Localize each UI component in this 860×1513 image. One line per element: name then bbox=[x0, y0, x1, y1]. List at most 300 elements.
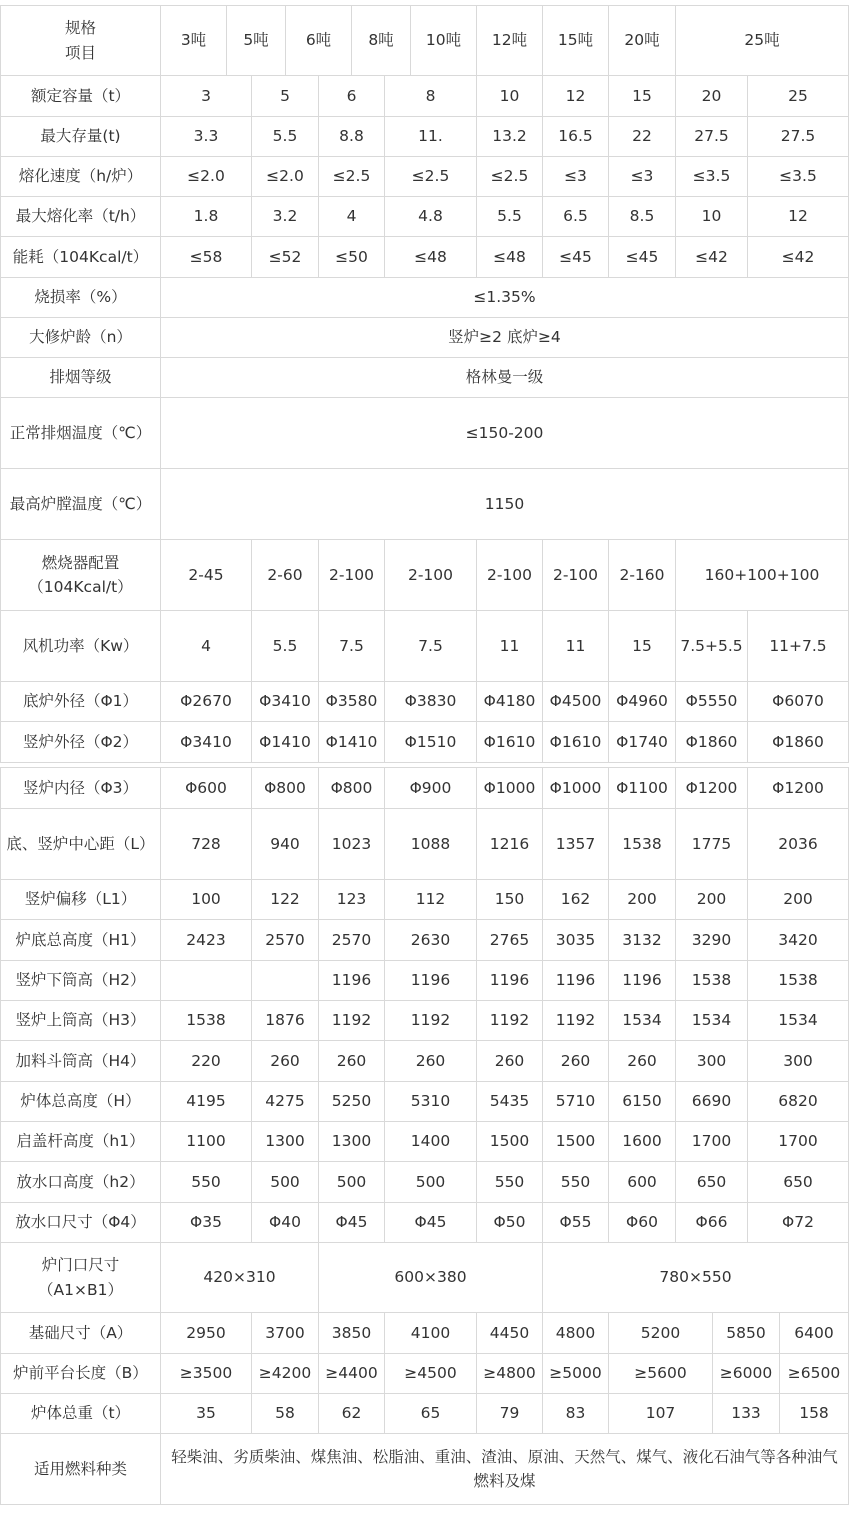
value-cell-text: ≤3 bbox=[564, 167, 587, 186]
header-item-label: 项目 bbox=[64, 43, 96, 62]
value-cell-text: Φ4960 bbox=[616, 692, 668, 711]
value-cell bbox=[476, 808, 543, 880]
value-cell-text: 160+100+100 bbox=[704, 565, 820, 584]
value-cell-text: ≥4200 bbox=[258, 1364, 312, 1383]
row-label-cell bbox=[0, 397, 161, 469]
value-cell-text: 2-100 bbox=[328, 565, 375, 584]
value-cell-text: 15 bbox=[632, 86, 652, 105]
value-cell-text: Φ6070 bbox=[772, 692, 824, 711]
merged-value-cell-text: 竖炉≥2 底炉≥4 bbox=[448, 328, 561, 347]
value-cell bbox=[160, 1202, 252, 1243]
value-cell bbox=[251, 1121, 319, 1162]
value-cell-text: 300 bbox=[783, 1051, 813, 1070]
value-cell bbox=[675, 1000, 748, 1041]
value-cell bbox=[476, 681, 543, 722]
value-cell-text: ≤58 bbox=[189, 247, 223, 266]
value-cell bbox=[476, 1040, 543, 1082]
value-cell-text: 2-100 bbox=[552, 565, 599, 584]
value-cell bbox=[542, 1353, 609, 1394]
value-cell-text: Φ3410 bbox=[180, 732, 232, 751]
value-cell-text: 728 bbox=[191, 834, 221, 853]
value-cell-text: 200 bbox=[783, 890, 813, 909]
value-cell-text: ≥3500 bbox=[179, 1364, 233, 1383]
value-cell bbox=[251, 196, 319, 237]
value-cell-text: 1534 bbox=[691, 1011, 732, 1030]
value-cell-text: 1500 bbox=[555, 1132, 596, 1151]
value-cell bbox=[251, 1312, 319, 1354]
value-cell bbox=[712, 1393, 780, 1434]
value-cell-text: ≤2.5 bbox=[332, 167, 371, 186]
value-cell bbox=[542, 1312, 609, 1354]
value-cell-text: 1088 bbox=[410, 834, 451, 853]
value-cell-text: ≤42 bbox=[695, 247, 728, 266]
value-cell bbox=[608, 156, 676, 197]
value-cell bbox=[542, 116, 609, 157]
value-cell bbox=[608, 1312, 713, 1354]
row-label-cell-text: 放水口高度（h2） bbox=[16, 1172, 145, 1191]
value-cell-text: 11. bbox=[418, 127, 443, 146]
value-cell bbox=[542, 808, 609, 880]
value-cell bbox=[675, 196, 748, 237]
value-cell bbox=[608, 610, 676, 682]
value-cell-text: 3850 bbox=[331, 1323, 372, 1342]
value-cell bbox=[318, 1242, 543, 1313]
value-cell-text: 1023 bbox=[331, 834, 372, 853]
value-cell bbox=[318, 1161, 385, 1203]
value-cell bbox=[160, 1312, 252, 1354]
value-cell bbox=[251, 767, 319, 809]
value-cell-text: 4195 bbox=[186, 1092, 226, 1111]
value-cell-text: 5435 bbox=[489, 1092, 530, 1111]
row-label-cell-text: 炉门口尺寸（A1×B1） bbox=[38, 1256, 123, 1299]
value-cell-text: Φ3580 bbox=[325, 692, 378, 711]
value-cell bbox=[384, 681, 477, 722]
row-label-cell-text: 最大存量(t) bbox=[40, 127, 121, 146]
value-cell bbox=[384, 1040, 477, 1082]
value-cell bbox=[318, 1081, 385, 1122]
header-capacity-cell bbox=[226, 5, 286, 76]
value-cell bbox=[318, 919, 385, 961]
value-cell bbox=[318, 1353, 385, 1394]
value-cell-text: 260 bbox=[336, 1051, 367, 1070]
value-cell bbox=[318, 1000, 385, 1041]
value-cell bbox=[251, 75, 319, 117]
value-cell-text: ≥5000 bbox=[549, 1364, 602, 1383]
value-cell-text: 3035 bbox=[555, 930, 596, 949]
value-cell bbox=[747, 919, 849, 961]
value-cell-text: 1357 bbox=[555, 834, 596, 853]
value-cell bbox=[384, 1393, 477, 1434]
value-cell-text: Φ50 bbox=[493, 1213, 526, 1232]
value-cell-text: 1192 bbox=[331, 1011, 372, 1030]
row-label-cell-text: 大修炉龄（n） bbox=[29, 328, 132, 347]
row-label-cell bbox=[0, 1242, 161, 1313]
value-cell-text: Φ1100 bbox=[616, 778, 668, 797]
value-cell-text: 4 bbox=[346, 207, 357, 226]
value-cell bbox=[747, 156, 849, 197]
value-cell-text: ≥6000 bbox=[719, 1364, 773, 1383]
row-label-cell bbox=[0, 767, 161, 809]
value-cell-text: 20 bbox=[701, 86, 722, 105]
value-cell-text: ≤2.0 bbox=[266, 167, 304, 186]
value-cell bbox=[675, 116, 748, 157]
value-cell bbox=[251, 1081, 319, 1122]
value-cell-text: 6150 bbox=[622, 1092, 662, 1111]
value-cell-text: 5200 bbox=[640, 1323, 681, 1342]
value-cell bbox=[542, 610, 609, 682]
value-cell-text: 162 bbox=[560, 890, 591, 909]
value-cell bbox=[747, 116, 849, 157]
value-cell-text: ≤3.5 bbox=[692, 167, 731, 186]
row-label-cell-text: 启盖杆高度（h1） bbox=[16, 1132, 145, 1151]
row-label-cell-text: 燃烧器配置（104Kcal/t） bbox=[28, 553, 133, 596]
value-cell-text: 1775 bbox=[691, 834, 732, 853]
merged-value-cell bbox=[160, 277, 849, 318]
value-cell-text: Φ1410 bbox=[325, 732, 378, 751]
row-label-cell-text: 能耗（104Kcal/t） bbox=[12, 247, 149, 266]
value-cell-text: 2-100 bbox=[486, 565, 533, 584]
value-cell-text: 200 bbox=[696, 890, 727, 909]
row-label-cell-text: 正常排烟温度（℃） bbox=[9, 423, 152, 442]
value-cell bbox=[384, 1081, 477, 1122]
value-cell-text: 16.5 bbox=[558, 127, 593, 146]
value-cell-text: Φ1610 bbox=[549, 732, 602, 751]
value-cell-text: 1216 bbox=[489, 834, 530, 853]
value-cell-text: 158 bbox=[799, 1404, 829, 1423]
value-cell bbox=[160, 1040, 252, 1082]
value-cell-text: Φ3410 bbox=[259, 692, 311, 711]
value-cell-text: Φ4500 bbox=[549, 692, 602, 711]
row-label-cell bbox=[0, 960, 161, 1001]
value-cell bbox=[251, 1000, 319, 1041]
row-label-cell bbox=[0, 116, 161, 157]
value-cell bbox=[542, 721, 609, 763]
row-label-cell bbox=[0, 1161, 161, 1203]
value-cell bbox=[608, 116, 676, 157]
value-cell bbox=[608, 1353, 713, 1394]
value-cell bbox=[251, 610, 319, 682]
value-cell-text: 1538 bbox=[691, 971, 732, 990]
value-cell-text: Φ55 bbox=[559, 1213, 592, 1232]
value-cell bbox=[542, 681, 609, 722]
value-cell-text: ≤45 bbox=[559, 247, 592, 266]
value-cell-text: ≤3 bbox=[630, 167, 654, 186]
merged-value-cell bbox=[160, 397, 849, 469]
value-cell bbox=[542, 1202, 609, 1243]
row-label-cell-text: 竖炉外径（Φ2） bbox=[22, 732, 139, 751]
value-cell-text: 10 bbox=[701, 207, 722, 226]
value-cell bbox=[160, 1121, 252, 1162]
value-cell-text: 1538 bbox=[778, 971, 818, 990]
value-cell-text: 260 bbox=[560, 1051, 591, 1070]
row-label-cell bbox=[0, 1000, 161, 1041]
value-cell-text: 3700 bbox=[265, 1323, 305, 1342]
value-cell bbox=[542, 960, 609, 1001]
value-cell bbox=[251, 960, 319, 1001]
value-cell-text: ≤50 bbox=[335, 247, 368, 266]
value-cell bbox=[476, 1312, 543, 1354]
value-cell bbox=[608, 75, 676, 117]
value-cell-text: 940 bbox=[270, 834, 300, 853]
value-cell-text: 1192 bbox=[410, 1011, 451, 1030]
value-cell bbox=[318, 1202, 385, 1243]
value-cell bbox=[747, 721, 849, 763]
value-cell bbox=[747, 960, 849, 1001]
value-cell bbox=[542, 156, 609, 197]
value-cell-text: Φ1000 bbox=[483, 778, 536, 797]
value-cell-text: Φ2670 bbox=[180, 692, 232, 711]
value-cell bbox=[542, 879, 609, 920]
value-cell-text: 6820 bbox=[778, 1092, 818, 1111]
value-cell-text: ≤42 bbox=[781, 247, 815, 266]
merged-value-cell bbox=[160, 1433, 849, 1505]
row-label-cell bbox=[0, 1393, 161, 1434]
value-cell-text: 7.5+5.5 bbox=[680, 636, 743, 655]
value-cell-text: Φ72 bbox=[782, 1213, 814, 1232]
row-label-cell bbox=[0, 156, 161, 197]
value-cell bbox=[675, 75, 748, 117]
value-cell-text: 1100 bbox=[186, 1132, 226, 1151]
value-cell bbox=[542, 1081, 609, 1122]
value-cell-text: 6 bbox=[346, 86, 357, 105]
value-cell-text: 27.5 bbox=[780, 127, 816, 146]
value-cell bbox=[675, 1202, 748, 1243]
value-cell-text: 22 bbox=[632, 127, 652, 146]
value-cell bbox=[542, 919, 609, 961]
value-cell bbox=[608, 960, 676, 1001]
value-cell bbox=[160, 156, 252, 197]
value-cell-text: 1400 bbox=[410, 1132, 451, 1151]
value-cell bbox=[542, 1242, 849, 1313]
value-cell-text: Φ40 bbox=[269, 1213, 301, 1232]
value-cell-text: 550 bbox=[494, 1172, 525, 1191]
value-cell bbox=[608, 879, 676, 920]
value-cell bbox=[608, 196, 676, 237]
value-cell-text: 7.5 bbox=[339, 636, 364, 655]
value-cell bbox=[747, 196, 849, 237]
value-cell bbox=[476, 767, 543, 809]
value-cell bbox=[608, 919, 676, 961]
value-cell-text: ≤48 bbox=[414, 247, 447, 266]
value-cell-text: 550 bbox=[191, 1172, 221, 1191]
value-cell bbox=[318, 116, 385, 157]
value-cell-text: 5.5 bbox=[272, 636, 298, 655]
value-cell bbox=[747, 1040, 849, 1082]
value-cell bbox=[747, 1202, 849, 1243]
value-cell bbox=[747, 75, 849, 117]
value-cell bbox=[251, 156, 319, 197]
value-cell bbox=[608, 1202, 676, 1243]
value-cell bbox=[608, 1161, 676, 1203]
value-cell bbox=[318, 196, 385, 237]
value-cell bbox=[675, 1161, 748, 1203]
value-cell-text: 650 bbox=[696, 1172, 727, 1191]
value-cell-text: 150 bbox=[494, 890, 525, 909]
value-cell bbox=[384, 156, 477, 197]
row-label-cell-text: 炉体总高度（H） bbox=[20, 1092, 141, 1111]
value-cell bbox=[747, 681, 849, 722]
value-cell bbox=[747, 1000, 849, 1041]
header-spec-label: 规格 bbox=[64, 19, 96, 38]
row-label-cell bbox=[0, 357, 161, 398]
value-cell-text: 1300 bbox=[331, 1132, 372, 1151]
value-cell-text: ≤52 bbox=[268, 247, 302, 266]
value-cell bbox=[542, 1161, 609, 1203]
value-cell bbox=[251, 808, 319, 880]
value-cell bbox=[542, 1000, 609, 1041]
value-cell bbox=[384, 1312, 477, 1354]
value-cell bbox=[318, 610, 385, 682]
value-cell-text: 1534 bbox=[622, 1011, 662, 1030]
value-cell bbox=[160, 1353, 252, 1394]
value-cell bbox=[779, 1353, 849, 1394]
value-cell bbox=[318, 681, 385, 722]
value-cell-text: Φ800 bbox=[330, 778, 373, 797]
value-cell-text: 1196 bbox=[555, 971, 596, 990]
value-cell bbox=[747, 1081, 849, 1122]
row-label-cell bbox=[0, 808, 161, 880]
value-cell-text: Φ800 bbox=[264, 778, 306, 797]
value-cell bbox=[476, 1000, 543, 1041]
value-cell bbox=[608, 1040, 676, 1082]
value-cell bbox=[608, 767, 676, 809]
value-cell bbox=[476, 236, 543, 278]
row-label-cell-text: 竖炉下筒高（H2） bbox=[15, 971, 146, 990]
value-cell-text: 200 bbox=[627, 890, 657, 909]
value-cell-text: ≤3.5 bbox=[779, 167, 817, 186]
value-cell-text: ≤45 bbox=[625, 247, 659, 266]
header-capacity-cell-text: 5吨 bbox=[243, 31, 269, 50]
value-cell bbox=[476, 610, 543, 682]
header-capacity-cell-text: 6吨 bbox=[305, 31, 332, 50]
value-cell bbox=[251, 1040, 319, 1082]
value-cell-text: 8 bbox=[425, 86, 436, 105]
value-cell bbox=[476, 879, 543, 920]
value-cell bbox=[160, 879, 252, 920]
value-cell-text: 220 bbox=[191, 1051, 221, 1070]
value-cell bbox=[542, 75, 609, 117]
value-cell-text: 1192 bbox=[555, 1011, 596, 1030]
value-cell-text: ≤2.5 bbox=[490, 167, 529, 186]
value-cell-text: 260 bbox=[270, 1051, 300, 1070]
value-cell bbox=[675, 767, 748, 809]
value-cell-text: 1700 bbox=[778, 1132, 818, 1151]
row-label-cell-text: 风机功率（Kw） bbox=[22, 636, 139, 655]
value-cell bbox=[251, 116, 319, 157]
value-cell bbox=[384, 539, 477, 611]
value-cell bbox=[747, 808, 849, 880]
value-cell-text: Φ3830 bbox=[404, 692, 457, 711]
value-cell bbox=[675, 1040, 748, 1082]
value-cell-text: 4 bbox=[201, 636, 211, 655]
header-capacity-cell bbox=[285, 5, 352, 76]
value-cell bbox=[384, 196, 477, 237]
value-cell-text: Φ60 bbox=[626, 1213, 658, 1232]
value-cell-text: 6690 bbox=[691, 1092, 732, 1111]
header-capacity-cell-text: 10吨 bbox=[425, 31, 462, 50]
value-cell bbox=[542, 539, 609, 611]
value-cell bbox=[318, 1312, 385, 1354]
value-cell-text: ≥6500 bbox=[787, 1364, 841, 1383]
value-cell-text: 2-100 bbox=[407, 565, 454, 584]
value-cell bbox=[476, 196, 543, 237]
value-cell bbox=[675, 808, 748, 880]
row-label-cell-text: 排烟等级 bbox=[49, 368, 112, 387]
value-cell bbox=[160, 75, 252, 117]
value-cell-text: 122 bbox=[270, 890, 300, 909]
value-cell-text: ≥4800 bbox=[483, 1364, 536, 1383]
row-label-cell-text: 适用燃料种类 bbox=[33, 1459, 127, 1478]
row-label-cell bbox=[0, 196, 161, 237]
value-cell-text: 107 bbox=[645, 1404, 676, 1423]
row-label-cell bbox=[0, 75, 161, 117]
value-cell-text: ≤2.5 bbox=[411, 167, 450, 186]
row-label-cell-text: 炉体总重（t） bbox=[30, 1404, 131, 1423]
merged-value-cell bbox=[160, 357, 849, 398]
value-cell bbox=[160, 808, 252, 880]
value-cell-text: Φ66 bbox=[695, 1213, 728, 1232]
header-capacity-cell-text: 8吨 bbox=[368, 31, 394, 50]
value-cell-text: 15 bbox=[632, 636, 652, 655]
value-cell-text: 4100 bbox=[410, 1323, 451, 1342]
value-cell bbox=[160, 681, 252, 722]
value-cell bbox=[476, 1161, 543, 1203]
value-cell bbox=[675, 721, 748, 763]
header-capacity-cell bbox=[675, 5, 849, 76]
header-capacity-cell-text: 15吨 bbox=[557, 31, 594, 50]
row-label-cell bbox=[0, 1121, 161, 1162]
value-cell-text: 58 bbox=[275, 1404, 295, 1423]
value-cell bbox=[712, 1353, 780, 1394]
value-cell bbox=[542, 1040, 609, 1082]
row-label-cell-text: 竖炉上筒高（H3） bbox=[15, 1011, 146, 1030]
value-cell-text: 2570 bbox=[331, 930, 372, 949]
value-cell-text: 8.8 bbox=[339, 127, 364, 146]
value-cell bbox=[712, 1312, 780, 1354]
value-cell-text: 1192 bbox=[489, 1011, 530, 1030]
value-cell bbox=[160, 539, 252, 611]
value-cell bbox=[318, 1393, 385, 1434]
value-cell-text: 1300 bbox=[265, 1132, 305, 1151]
value-cell-text: 5.5 bbox=[272, 127, 298, 146]
value-cell bbox=[608, 539, 676, 611]
value-cell-text: 4275 bbox=[265, 1092, 305, 1111]
value-cell-text: 2950 bbox=[186, 1323, 226, 1342]
value-cell bbox=[542, 236, 609, 278]
value-cell bbox=[160, 960, 252, 1001]
header-capacity-cell-text: 25吨 bbox=[744, 31, 780, 50]
value-cell-text: 3132 bbox=[622, 930, 662, 949]
value-cell bbox=[318, 767, 385, 809]
value-cell bbox=[675, 1121, 748, 1162]
value-cell bbox=[160, 1242, 319, 1313]
value-cell-text: 1196 bbox=[622, 971, 662, 990]
value-cell-text: 3290 bbox=[691, 930, 732, 949]
value-cell bbox=[251, 1202, 319, 1243]
value-cell bbox=[251, 919, 319, 961]
value-cell bbox=[747, 879, 849, 920]
value-cell bbox=[251, 681, 319, 722]
value-cell-text: 3.3 bbox=[193, 127, 219, 146]
value-cell-text: 112 bbox=[415, 890, 446, 909]
value-cell-text: 27.5 bbox=[694, 127, 729, 146]
value-cell bbox=[608, 1081, 676, 1122]
value-cell-text: 1196 bbox=[410, 971, 451, 990]
merged-value-cell bbox=[160, 317, 849, 358]
header-capacity-cell-text: 12吨 bbox=[491, 31, 528, 50]
value-cell-text: 62 bbox=[341, 1404, 362, 1423]
value-cell bbox=[384, 767, 477, 809]
